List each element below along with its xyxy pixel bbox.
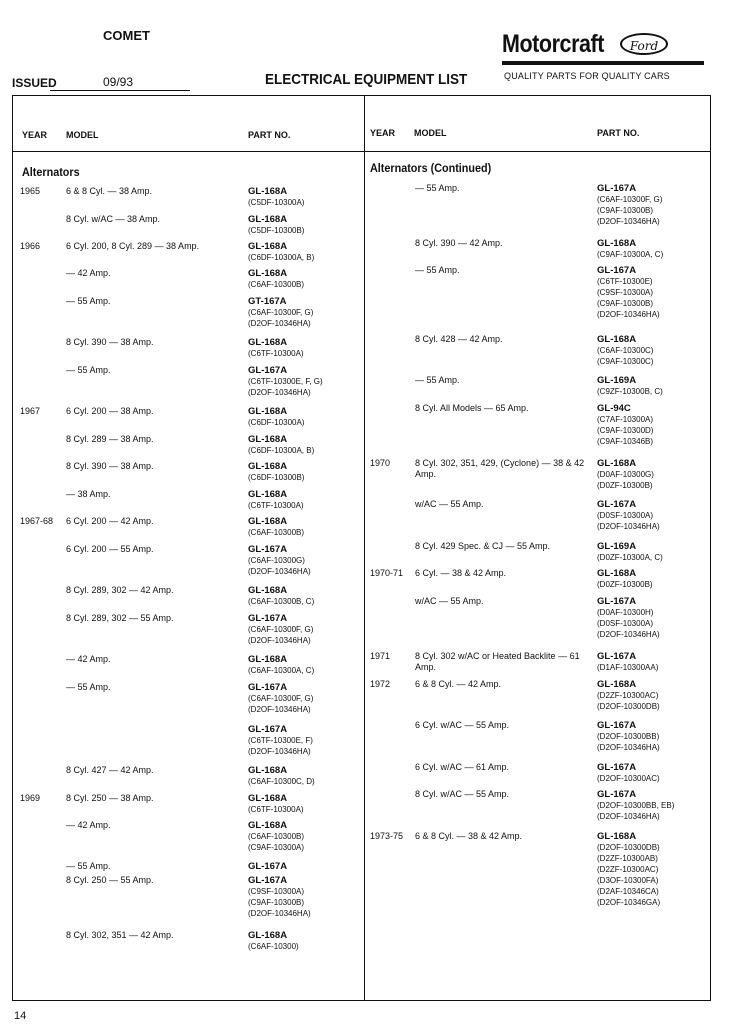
engineering-number: (C6TF-10300E, F) (248, 736, 313, 745)
row-part (248, 765, 315, 787)
row-model: 8 Cyl. 302 w/AC or Heated Backlite — 61 Amp. (415, 651, 580, 672)
row-model: 8 Cyl. 302, 351 — 42 Amp. (66, 930, 174, 940)
row-part (597, 679, 660, 712)
engineering-number: (D2OF-10300BB) (597, 732, 660, 741)
engineering-number: (C6TF-10300A) (248, 349, 304, 358)
part-number: GL-168A (248, 268, 288, 279)
part-number: GL-168A (248, 186, 288, 197)
row-model: 8 Cyl. 390 — 42 Amp. (415, 238, 503, 248)
part-number: GL-168A (597, 458, 637, 469)
row-part (597, 762, 660, 784)
row-model: 8 Cyl. 289 — 38 Amp. (66, 434, 154, 444)
row-part (597, 651, 658, 673)
row-model: — 38 Amp. (66, 489, 111, 499)
logo-underline (502, 61, 704, 65)
row-part (248, 861, 287, 872)
part-number: GL-167A (597, 789, 637, 800)
part-number: GL-167A (248, 365, 288, 376)
part-number: GL-168A (248, 654, 288, 665)
part-number: GL-168A (597, 334, 637, 345)
engineering-number: (C6TF-10300E) (597, 277, 653, 286)
row-year: 1972 (370, 679, 391, 689)
engineering-number: (C6AF-10300C) (597, 346, 654, 355)
row-part (248, 186, 304, 208)
vehicle-make: COMET (103, 28, 150, 43)
engineering-number: (D2OF-10346HA) (597, 217, 660, 226)
engineering-number: (D2OF-10300DB) (597, 702, 660, 711)
row-model: 8 Cyl. 427 — 42 Amp. (66, 765, 154, 775)
row-part (597, 789, 674, 822)
left-part-header: PART NO. (248, 130, 291, 140)
engineering-number: (C9AF-10300B) (597, 206, 654, 215)
part-number: GL-168A (248, 337, 288, 348)
part-number: GL-167A (248, 875, 288, 886)
part-number: GL-167A (597, 499, 637, 510)
engineering-number: (D3OF-10300FA) (597, 876, 659, 885)
row-part (248, 434, 314, 456)
right-section-title: Alternators (Continued) (370, 161, 492, 175)
row-part (248, 296, 313, 329)
engineering-number: (C6AF-10300F, G) (248, 625, 314, 634)
engineering-number: (D2OF-10346HA) (248, 636, 311, 645)
row-part (248, 214, 304, 236)
part-number: GL-168A (597, 679, 637, 690)
row-model: 6 & 8 Cyl. — 38 Amp. (66, 186, 153, 196)
row-model: 6 Cyl. 200 — 38 Amp. (66, 406, 154, 416)
engineering-number: (D2OF-10346HA) (248, 319, 311, 328)
row-part (248, 930, 299, 952)
left-model-header: MODEL (66, 130, 99, 140)
row-part (248, 613, 313, 646)
engineering-number: (C6DF-10300A) (248, 418, 305, 427)
part-number: GL-168A (597, 568, 637, 579)
engineering-number: (C9ZF-10300B, C) (597, 387, 663, 396)
engineering-number: (D2OF-10346HA) (597, 310, 660, 319)
row-model: 6 Cyl. w/AC — 55 Amp. (415, 720, 510, 730)
engineering-number: (C9AF-10346B) (597, 437, 654, 446)
engineering-number: (D2OF-10346HA) (248, 747, 311, 756)
engineering-number: (C5DF-10300A) (248, 198, 305, 207)
engineering-number: (D2ZF-10300AC) (597, 865, 659, 874)
part-number: GL-168A (248, 820, 288, 831)
left-year-header: YEAR (22, 130, 48, 140)
row-part (248, 337, 304, 359)
engineering-number: (D1AF-10300AA) (597, 663, 659, 672)
part-number: GL-167A (597, 265, 637, 276)
engineering-number: (C6AF-10300C, D) (248, 777, 315, 786)
row-part (597, 458, 654, 491)
row-model: 6 Cyl. w/AC — 61 Amp. (415, 762, 510, 772)
engineering-number: (D2OF-10346HA) (597, 743, 660, 752)
engineering-number: (D2OF-10346HA) (248, 388, 311, 397)
engineering-number: (D0ZF-10300B) (597, 580, 653, 589)
part-number: GL-168A (248, 930, 288, 941)
issued-date: 09/93 (103, 75, 134, 89)
row-model: 8 Cyl. w/AC — 55 Amp. (415, 789, 510, 799)
engineering-number: (D2OF-10346HA) (597, 522, 660, 531)
ford-oval-icon: Ford (620, 33, 668, 55)
part-number: GT-167A (248, 296, 287, 307)
engineering-number: (C6DF-10300B) (248, 473, 305, 482)
engineering-number: (D0ZF-10300B) (597, 481, 653, 490)
engineering-number: (C6AF-10300B) (248, 528, 305, 537)
row-year: 1970 (370, 458, 391, 468)
engineering-number: (D0AF-10300H) (597, 608, 654, 617)
row-model: — 55 Amp. (66, 861, 111, 871)
page-number: 14 (14, 1010, 27, 1022)
row-model: 8 Cyl. 250 — 38 Amp. (66, 793, 154, 803)
part-number: GL-167A (248, 861, 288, 872)
engineering-number: (D2OF-10346HA) (248, 705, 311, 714)
row-part (248, 820, 304, 853)
part-number: GL-167A (597, 183, 637, 194)
engineering-number: (C6AF-10300B) (248, 280, 305, 289)
row-part (248, 365, 323, 398)
engineering-number: (C9AF-10300D) (597, 426, 654, 435)
document-title: ELECTRICAL EQUIPMENT LIST (265, 71, 468, 88)
row-model: 8 Cyl. w/AC — 38 Amp. (66, 214, 161, 224)
row-model: 6 & 8 Cyl. — 42 Amp. (415, 679, 502, 689)
engineering-number: (C9AF-10300A, C) (597, 250, 664, 259)
row-model: — 55 Amp. (66, 365, 111, 375)
row-year: 1965 (20, 186, 41, 196)
row-model: 8 Cyl. 429 Spec. & CJ — 55 Amp. (415, 541, 551, 551)
engineering-number: (C6TF-10300E, F, G) (248, 377, 323, 386)
row-part (597, 238, 663, 260)
part-number: GL-167A (248, 613, 288, 624)
row-model: — 42 Amp. (66, 820, 111, 830)
row-part (597, 831, 660, 908)
part-number: GL-168A (248, 585, 288, 596)
row-model: 8 Cyl. 289, 302 — 42 Amp. (66, 585, 174, 595)
engineering-number: (C6DF-10300A, B) (248, 253, 315, 262)
row-part (248, 461, 304, 483)
row-year: 1971 (370, 651, 391, 661)
part-number: GL-167A (597, 651, 637, 662)
part-number: GL-168A (248, 793, 288, 804)
engineering-number: (C5DF-10300B) (248, 226, 305, 235)
engineering-number: (C9AF-10300A) (248, 843, 305, 852)
engineering-number: (C9SF-10300A) (597, 288, 654, 297)
part-number: GL-94C (597, 403, 631, 414)
engineering-number: (D0SF-10300A) (597, 619, 654, 628)
row-part (248, 585, 314, 607)
part-number: GL-167A (597, 596, 637, 607)
issued-label: ISSUED (12, 76, 57, 90)
engineering-number: (D0ZF-10300A, C) (597, 553, 663, 562)
row-year: 1969 (20, 793, 41, 803)
row-part (248, 516, 304, 538)
row-part (248, 544, 311, 577)
engineering-number: (C6AF-10300) (248, 942, 299, 951)
row-part (248, 654, 314, 676)
engineering-number: (D2ZF-10300AB) (597, 854, 658, 863)
brand-name: Motorcraft (502, 30, 605, 58)
row-part (248, 241, 314, 263)
row-part (248, 875, 311, 919)
engineering-number: (C9AF-10300B) (597, 299, 654, 308)
row-year: 1966 (20, 241, 41, 251)
part-number: GL-167A (597, 762, 637, 773)
engineering-number: (C6AF-10300F, G) (248, 308, 314, 317)
row-part (597, 596, 660, 640)
engineering-number: (C6TF-10300A) (248, 501, 304, 510)
row-model: w/AC — 55 Amp. (415, 596, 484, 606)
engineering-number: (D2OF-10346GA) (597, 898, 661, 907)
part-number: GL-168A (248, 406, 288, 417)
row-part (248, 724, 313, 757)
right-year-header: YEAR (370, 128, 396, 138)
row-model: 6 Cyl. 200 — 42 Amp. (66, 516, 154, 526)
part-number: GL-167A (248, 544, 288, 555)
engineering-number: (D2OF-10300BB, EB) (597, 801, 675, 810)
engineering-number: (C6AF-10300B) (248, 832, 305, 841)
row-part (248, 682, 313, 715)
row-model: 6 Cyl. 200 — 55 Amp. (66, 544, 154, 554)
row-part (597, 265, 660, 320)
row-year: 1970-71 (370, 568, 404, 578)
row-model: — 42 Amp. (66, 268, 111, 278)
row-model: w/AC — 55 Amp. (415, 499, 484, 509)
row-model: — 55 Amp. (415, 375, 460, 385)
row-part (248, 406, 304, 428)
row-model: 6 Cyl. 200, 8 Cyl. 289 — 38 Amp. (66, 241, 200, 251)
part-number: GL-168A (248, 489, 288, 500)
engineering-number: (C6AF-10300F, G) (248, 694, 314, 703)
part-number: GL-168A (248, 241, 288, 252)
row-model: 8 Cyl. 250 — 55 Amp. (66, 875, 154, 885)
engineering-number: (C6AF-10300B, C) (248, 597, 315, 606)
engineering-number: (C6TF-10300A) (248, 805, 304, 814)
row-model: — 55 Amp. (415, 265, 460, 275)
engineering-number: (C6AF-10300A, C) (248, 666, 315, 675)
engineering-number: (D2AF-10346CA) (597, 887, 659, 896)
part-number: GL-168A (248, 765, 288, 776)
engineering-number: (C9SF-10300A) (248, 887, 305, 896)
row-model: — 55 Amp. (66, 296, 111, 306)
row-model: 8 Cyl. 302, 351, 429, (Cyclone) — 38 & 42 Amp. (415, 458, 585, 479)
part-number: GL-167A (248, 682, 288, 693)
issued-underline (50, 90, 190, 91)
engineering-number: (C6DF-10300A, B) (248, 446, 315, 455)
row-model: 8 Cyl. 428 — 42 Amp. (415, 334, 503, 344)
row-part (597, 499, 660, 532)
row-year: 1967 (20, 406, 41, 416)
row-model: 8 Cyl. 390 — 38 Amp. (66, 461, 154, 471)
row-part (597, 334, 653, 367)
brand-tagline: QUALITY PARTS FOR QUALITY CARS (504, 71, 670, 81)
row-model: — 42 Amp. (66, 654, 111, 664)
header-rule (12, 151, 711, 152)
engineering-number: (C9AF-10300B) (248, 898, 305, 907)
engineering-number: (C6AF-10300F, G) (597, 195, 663, 204)
part-number: GL-168A (597, 238, 637, 249)
part-number: GL-169A (597, 375, 637, 386)
part-number: GL-168A (248, 214, 288, 225)
engineering-number: (D2OF-10346HA) (597, 812, 660, 821)
row-model: 8 Cyl. 289, 302 — 55 Amp. (66, 613, 174, 623)
row-part (248, 793, 304, 815)
motorcraft-logo (502, 30, 702, 81)
part-number: GL-168A (248, 461, 288, 472)
engineering-number: (D2OF-10300DB) (597, 843, 660, 852)
row-model: — 55 Amp. (415, 183, 460, 193)
engineering-number: (D2OF-10346HA) (248, 909, 311, 918)
row-model: — 55 Amp. (66, 682, 111, 692)
engineering-number: (D0AF-10300G) (597, 470, 654, 479)
part-number: GL-168A (597, 831, 637, 842)
row-part (597, 568, 653, 590)
row-model: 6 Cyl. — 38 & 42 Amp. (415, 568, 507, 578)
engineering-number: (D2ZF-10300AC) (597, 691, 659, 700)
row-model: 8 Cyl. 390 — 38 Amp. (66, 337, 154, 347)
row-model: 6 & 8 Cyl. — 38 & 42 Amp. (415, 831, 523, 841)
right-part-header: PART NO. (597, 128, 640, 138)
engineering-number: (D0SF-10300A) (597, 511, 654, 520)
engineering-number: (C7AF-10300A) (597, 415, 654, 424)
right-model-header: MODEL (414, 128, 447, 138)
part-number: GL-168A (248, 434, 288, 445)
column-divider (364, 95, 365, 1001)
row-year: 1973-75 (370, 831, 404, 841)
row-part (597, 541, 663, 563)
row-part (597, 403, 653, 447)
left-section-title: Alternators (22, 165, 80, 179)
row-part (248, 489, 304, 511)
part-number: GL-167A (248, 724, 288, 735)
row-model: 8 Cyl. All Models — 65 Amp. (415, 403, 529, 413)
engineering-number: (D2OF-10346HA) (248, 567, 311, 576)
row-part (597, 183, 662, 227)
engineering-number: (C9AF-10300C) (597, 357, 654, 366)
row-part (597, 375, 663, 397)
row-year: 1967-68 (20, 516, 54, 526)
engineering-number: (C6AF-10300G) (248, 556, 305, 565)
row-part (597, 720, 660, 753)
engineering-number: (D2OF-10300AC) (597, 774, 660, 783)
part-number: GL-167A (597, 720, 637, 731)
engineering-number: (D2OF-10346HA) (597, 630, 660, 639)
part-number: GL-168A (248, 516, 288, 527)
part-number: GL-169A (597, 541, 637, 552)
row-part (248, 268, 304, 290)
